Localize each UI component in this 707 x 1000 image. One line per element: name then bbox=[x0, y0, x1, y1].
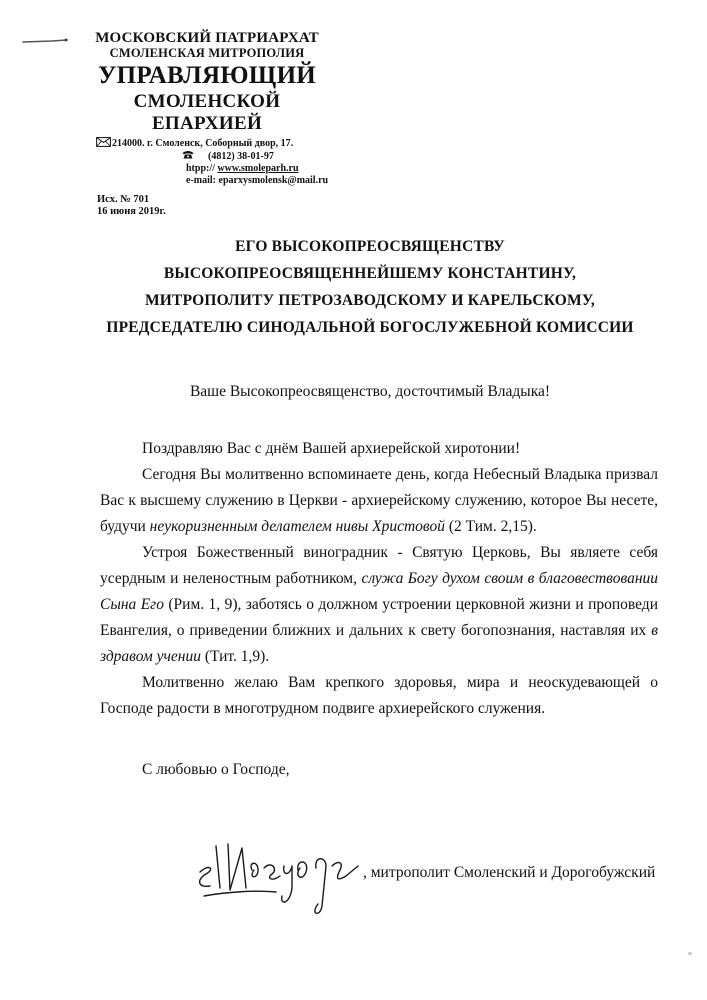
salutation: Ваше Высокопреосвященство, досточтимый Владыка! bbox=[189, 383, 551, 400]
envelope-icon bbox=[96, 137, 111, 147]
body-p2-text-b: (2 Тим. 2,15). bbox=[444, 518, 537, 535]
closing-phrase: С любовью о Господе, bbox=[142, 761, 290, 778]
body-paragraph-4: Молитвенно желаю Вам крепкого здоровья, мира и неоскудевающей о Господе радости в многотрудном подвиге архиерейского служения. bbox=[100, 674, 658, 717]
body-p3-text-a: Устроя Божественный виноградник - Святую Церковь, Вы являете себя усердным и неленостным работником, bbox=[100, 544, 658, 587]
outgoing-reference bbox=[97, 194, 166, 218]
letterhead-subtitle-1: СМОЛЕНСКОЙ bbox=[133, 91, 281, 112]
letterhead-title: УПРАВЛЯЮЩИЙ bbox=[97, 62, 317, 89]
letterhead-metropolia: СМОЛЕНСКАЯ МИТРОПОЛИЯ bbox=[109, 46, 305, 60]
letterhead bbox=[82, 30, 332, 135]
pen-mark-icon bbox=[22, 38, 68, 44]
scan-speck bbox=[688, 952, 692, 955]
body-p2-quote: неукоризненным делателем нивы Христовой bbox=[149, 518, 445, 535]
body-p2-text-a: Сегодня Вы молитвенно вспоминаете день, когда Небесный Владыка призвал Вас к высшему служению в Церкви - архиерейскому служению, которое Вы несете, будучи bbox=[100, 466, 658, 535]
letterhead-patriarchate: МОСКОВСКИЙ ПАТРИАРХАТ bbox=[95, 30, 319, 46]
body-p3-text-c: (Тит. 1,9). bbox=[200, 648, 270, 665]
addressee-line-1: ЕГО ВЫСОКОПРЕОСВЯЩЕНСТВУ bbox=[235, 238, 505, 255]
addressee-line-2: ВЫСОКОПРЕОСВЯЩЕННЕЙШЕМУ КОНСТАНТИНУ, bbox=[163, 265, 577, 282]
addressee-block bbox=[60, 233, 680, 341]
outgoing-number: Исх. № 701 bbox=[97, 194, 150, 205]
contact-web-row bbox=[96, 163, 336, 175]
contact-address: 214000. г. Смоленск, Соборный двор, 17. bbox=[112, 138, 294, 149]
addressee-line-3: МИТРОПОЛИТУ ПЕТРОЗАВОДСКОМУ И КАРЕЛЬСКОМУ, bbox=[144, 292, 596, 309]
letterhead-subtitle-2: ЕПАРХИЕЙ bbox=[151, 113, 263, 134]
contact-address-row bbox=[96, 137, 336, 150]
contact-email-prefix: e-mail: bbox=[186, 175, 219, 186]
signature-icon bbox=[186, 826, 366, 920]
email-link[interactable]: eparxysmolensk@mail.ru bbox=[218, 175, 329, 186]
body-p3-quote-1: служа Богу духом своим в благовествовании Сына Его bbox=[100, 570, 659, 613]
contacts-block bbox=[96, 137, 336, 187]
body-p3-text-b: (Рим. 1, 9), заботясь о должном устроении церковной жизни и проповеди Евангелия, о приведении ближних и дальних к свету богопознания, наставляя их bbox=[100, 596, 658, 639]
website-link[interactable]: www.smoleparh.ru bbox=[217, 163, 299, 174]
body-paragraph-2 bbox=[100, 462, 658, 540]
letter-body bbox=[100, 436, 658, 722]
telephone-icon bbox=[182, 150, 194, 159]
contact-phone: (4812) 38-01-97 bbox=[208, 151, 274, 162]
contact-phone-row bbox=[96, 150, 336, 163]
body-p3-quote-2: в здравом учении bbox=[100, 622, 658, 665]
signatory-title: , митрополит Смоленский и Дорогобужский bbox=[363, 864, 656, 881]
contact-web-prefix: htpp:// bbox=[186, 163, 218, 174]
contact-email-row bbox=[96, 175, 336, 187]
addressee-line-4: ПРЕДСЕДАТЕЛЮ СИНОДАЛЬНОЙ БОГОСЛУЖЕБНОЙ КОМИССИИ bbox=[106, 319, 634, 336]
body-paragraph-3 bbox=[100, 540, 658, 670]
body-paragraph-1: Поздравляю Вас с днём Вашей архиерейской хиротонии! bbox=[142, 440, 521, 457]
outgoing-date: 16 июня 2019г. bbox=[97, 206, 166, 217]
